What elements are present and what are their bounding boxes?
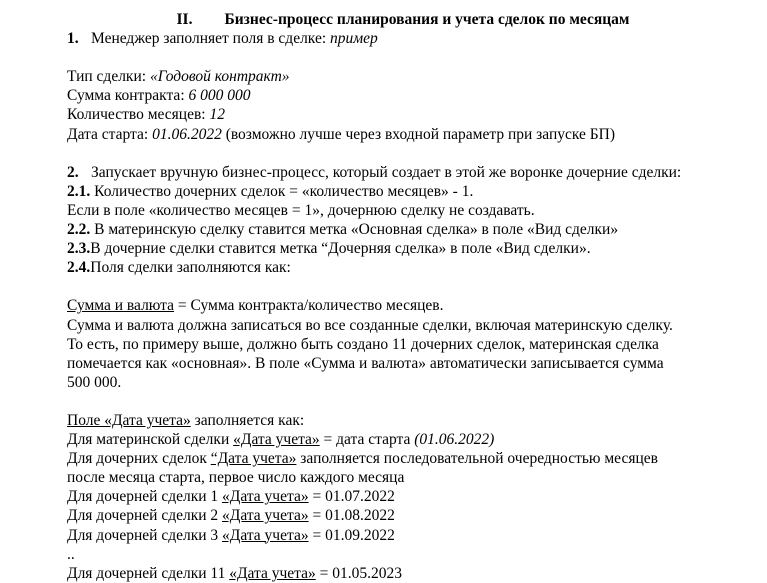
date-row-prefix: Для дочерней сделки 1 — [67, 488, 223, 506]
step-2-3 — [67, 239, 747, 258]
step-1-example: пример — [330, 30, 378, 48]
field-deal-type — [67, 67, 747, 86]
step-2-number: 2. — [67, 163, 79, 181]
date-child-row — [67, 487, 747, 506]
section-roman-numeral: II. — [176, 11, 193, 28]
field-label: Количество месяцев: — [67, 106, 210, 124]
field-contract-amount — [67, 86, 747, 105]
date-heading-rest: заполняется как: — [190, 411, 305, 429]
substep-number: 2.2. — [67, 221, 91, 239]
date-row-value: = 01.07.2022 — [308, 488, 395, 506]
step-1 — [67, 29, 747, 48]
step-2-2 — [67, 220, 747, 239]
field-label: Тип сделки: — [67, 68, 150, 86]
date-row-mid: = дата старта — [319, 431, 415, 449]
substep-text: Количество дочерних сделок = «количество месяцев» - 1. — [90, 182, 474, 200]
blank-line — [67, 277, 747, 296]
step-2-1 — [67, 182, 747, 201]
substep-number: 2.4. — [67, 259, 91, 277]
field-value: 6 000 000 — [188, 87, 251, 105]
date-row-value: (01.06.2022) — [414, 431, 495, 449]
substep-text: Поля сделки заполняются как: — [90, 259, 291, 277]
step-2-4 — [67, 258, 747, 277]
sum-label: Сумма и валюта — [67, 297, 175, 315]
field-label: Дата старта: — [67, 125, 153, 143]
field-value: «Годовой контракт» — [149, 68, 290, 86]
section-title: Бизнес-процесс планирования и учета сделок по месяцам — [224, 11, 630, 28]
step-2 — [67, 163, 747, 182]
date-row-prefix: Для дочерней сделки 11 — [67, 564, 230, 582]
date-label: Поле «Дата учета» — [67, 411, 191, 429]
sum-text-line: То есть, по примеру выше, должно быть создано 11 дочерних сделок, материнская сделка — [67, 335, 659, 353]
date-row-value: = 01.09.2022 — [308, 526, 395, 544]
date-field-name: «Дата учета» — [229, 564, 316, 582]
date-field-name: «Дата учета» — [233, 431, 320, 449]
field-months-count — [67, 105, 747, 124]
date-ellipsis: .. — [67, 545, 75, 563]
field-value: 01.06.2022 — [152, 125, 222, 143]
field-note: (возможно лучше через входной параметр при запуске БП) — [221, 125, 616, 143]
date-child-deals — [67, 449, 747, 468]
date-field-name: «Дата учета» — [222, 488, 309, 506]
step-2-1-continuation: Если в поле «количество месяцев = 1», дочернюю сделку не создавать. — [67, 201, 535, 219]
substep-number: 2.3. — [67, 240, 91, 258]
blank-line — [67, 144, 747, 163]
date-row-prefix: Для дочерних сделок — [67, 450, 211, 468]
step-1-text: Менеджер заполняет поля в сделке: — [91, 30, 331, 48]
date-row-rest: заполняется последовательной очередностью месяцев — [296, 450, 658, 468]
step-2-text: Запускает вручную бизнес-процесс, который создает в этой же воронке дочерние сделки: — [91, 163, 682, 181]
date-row-value: = 01.05.2023 — [315, 564, 402, 582]
sum-text-line: помечается как «основная». В поле «Сумма и валюта» автоматически записывается сумма — [67, 354, 664, 372]
substep-number: 2.1. — [67, 182, 91, 200]
sum-text-line: 500 000. — [67, 373, 122, 391]
sum-formula: = Сумма контракта/количество месяцев. — [174, 297, 444, 315]
field-start-date — [67, 125, 747, 144]
date-field-name: “Дата учета» — [210, 450, 297, 468]
sum-heading — [67, 296, 747, 315]
date-child-row-last — [67, 564, 747, 583]
date-child-deals-continuation: после месяца старта, первое число каждого месяца — [67, 469, 405, 487]
date-row-prefix: Для материнской сделки — [67, 431, 234, 449]
date-row-prefix: Для дочерней сделки 3 — [67, 526, 223, 544]
blank-line — [67, 48, 747, 67]
date-row-value: = 01.08.2022 — [308, 507, 395, 525]
date-heading — [67, 411, 747, 430]
date-field-name: «Дата учета» — [222, 526, 309, 544]
document-page — [67, 10, 747, 583]
substep-text: В материнскую сделку ставится метка «Основная сделка» в поле «Вид сделки» — [90, 221, 619, 239]
field-value: 12 — [209, 106, 225, 124]
substep-text: В дочерние сделки ставится метка “Дочерняя сделка» в поле «Вид сделки». — [90, 240, 591, 258]
sum-text-line: Сумма и валюта должна записаться во все созданные сделки, включая материнскую сделку. — [67, 316, 673, 334]
field-label: Сумма контракта: — [67, 87, 189, 105]
date-child-row — [67, 506, 747, 525]
date-child-row — [67, 526, 747, 545]
blank-line — [67, 392, 747, 411]
section-heading — [67, 10, 747, 29]
date-field-name: «Дата учета» — [222, 507, 309, 525]
date-row-prefix: Для дочерней сделки 2 — [67, 507, 223, 525]
date-mother-deal — [67, 430, 747, 449]
step-1-number: 1. — [67, 30, 79, 48]
